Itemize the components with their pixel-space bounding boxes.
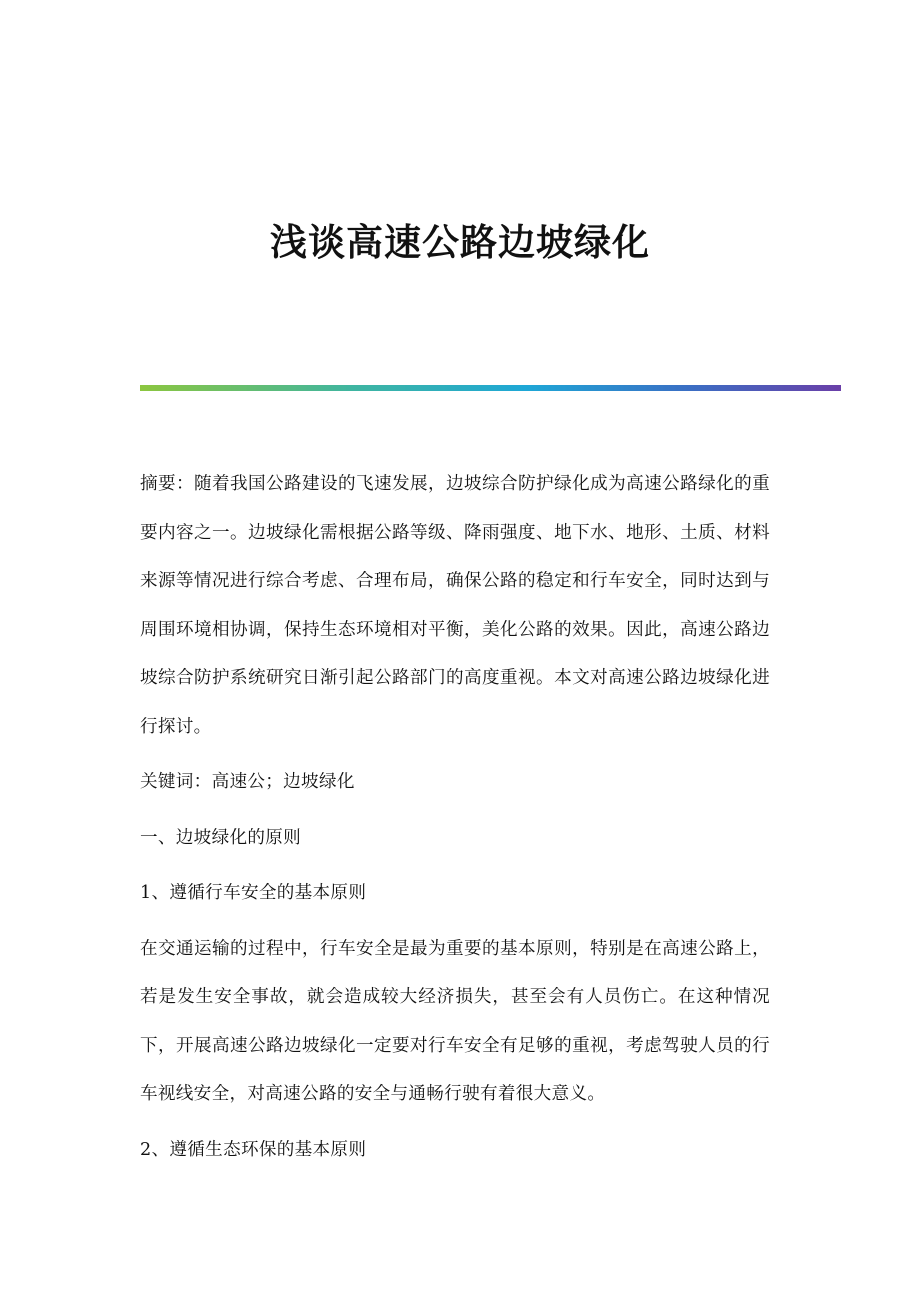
gradient-divider — [140, 385, 841, 391]
body-paragraph: 在交通运输的过程中，行车安全是最为重要的基本原则，特别是在高速公路上，若是发生安全事故，就会造成较大经济损失，甚至会有人员伤亡。在这种情况下，开展高速公路边坡绿化一定要对行车安全有足够的重视，考虑驾驶人员的行车视线安全，对高速公路的安全与通畅行驶有着很大意义。 — [140, 938, 770, 1104]
document-title: 浅谈高速公路边坡绿化 — [270, 220, 650, 264]
document-body — [140, 460, 770, 1181]
section-heading: 一、边坡绿化的原则 — [140, 827, 302, 848]
keywords-paragraph: 关键词：高速公；边坡绿化 — [140, 772, 355, 792]
subsection-heading: 1、遵循行车安全的基本原则 — [140, 883, 367, 903]
abstract-paragraph: 摘要：随着我国公路建设的飞速发展，边坡综合防护绿化成为高速公路绿化的重要内容之一。边坡绿化需根据公路等级、降雨强度、地下水、地形、土质、材料来源等情况进行综合考虑、合理布局，确保公路的稳定和行车安全，同时达到与周围环境相协调，保持生态环境相对平衡，美化公路的效果。因此，高速公路边坡综合防护系统研究日渐引起公路部门的高度重视。本文对高速公路边坡绿化进行探讨。 — [140, 474, 770, 737]
subsection-heading: 2、遵循生态环保的基本原则 — [140, 1139, 367, 1160]
